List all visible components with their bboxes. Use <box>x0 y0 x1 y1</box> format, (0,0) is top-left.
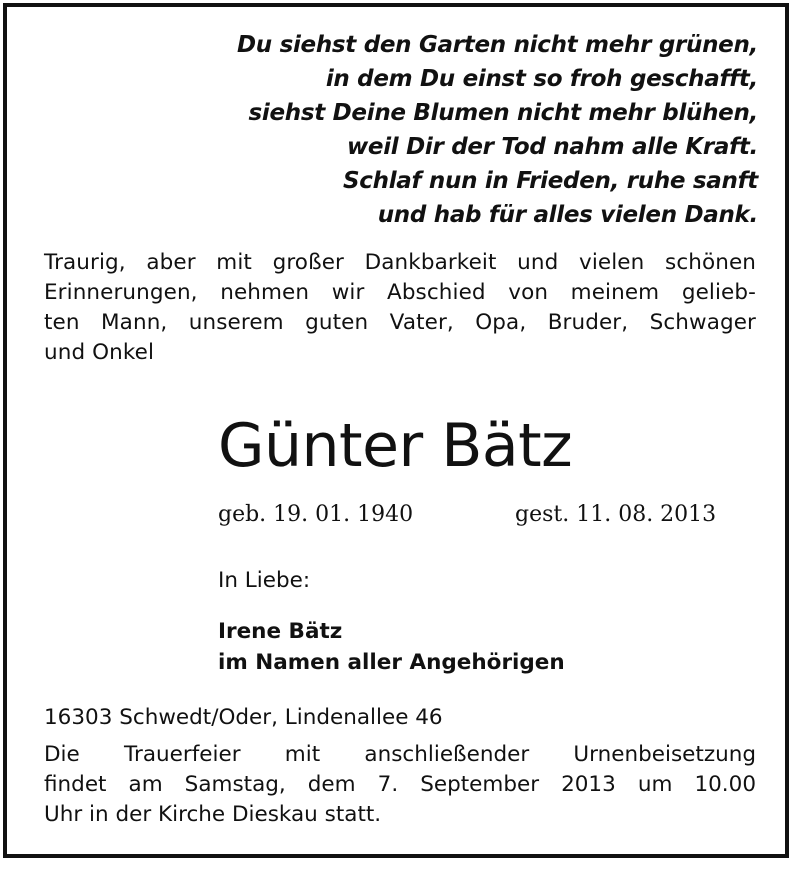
funeral-line: Die Trauerfeier mit anschließender Urnenbeisetzung <box>44 742 756 767</box>
poem-line: Du siehst den Garten nicht mehr grünen, <box>237 32 758 58</box>
poem-line: siehst Deine Blumen nicht mehr blühen, <box>248 100 758 126</box>
signer-name: Irene Bätz <box>218 619 343 644</box>
farewell-line: Erinnerungen, nehmen wir Abschied von meinem gelieb- <box>44 280 756 305</box>
address: 16303 Schwedt/Oder, Lindenallee 46 <box>44 705 443 730</box>
signers <box>218 616 565 678</box>
farewell-line: und Onkel <box>44 340 155 365</box>
signer-on-behalf: im Namen aller Angehörigen <box>218 650 565 675</box>
funeral-line: Uhr in der Kirche Dieskau statt. <box>44 802 382 827</box>
signature-intro: In Liebe: <box>218 568 311 593</box>
poem-line: und hab für alles vielen Dank. <box>377 202 758 228</box>
memorial-poem <box>237 28 758 232</box>
death-date: gest. 11. 08. 2013 <box>515 502 717 527</box>
poem-line: Schlaf nun in Frieden, ruhe sanft <box>343 168 758 194</box>
farewell-text <box>44 248 756 368</box>
poem-line: in dem Du einst so froh geschafft, <box>325 66 758 92</box>
birth-date: geb. 19. 01. 1940 <box>218 502 414 527</box>
poem-line: weil Dir der Tod nahm alle Kraft. <box>346 134 758 160</box>
farewell-line: ten Mann, unserem guten Vater, Opa, Bruder, Schwager <box>44 310 756 335</box>
deceased-name: Günter Bätz <box>218 411 573 481</box>
farewell-line: Traurig, aber mit großer Dankbarkeit und vielen schönen <box>44 250 756 275</box>
funeral-line: findet am Samstag, dem 7. September 2013 um 10.00 <box>44 772 756 797</box>
funeral-info <box>44 740 756 830</box>
